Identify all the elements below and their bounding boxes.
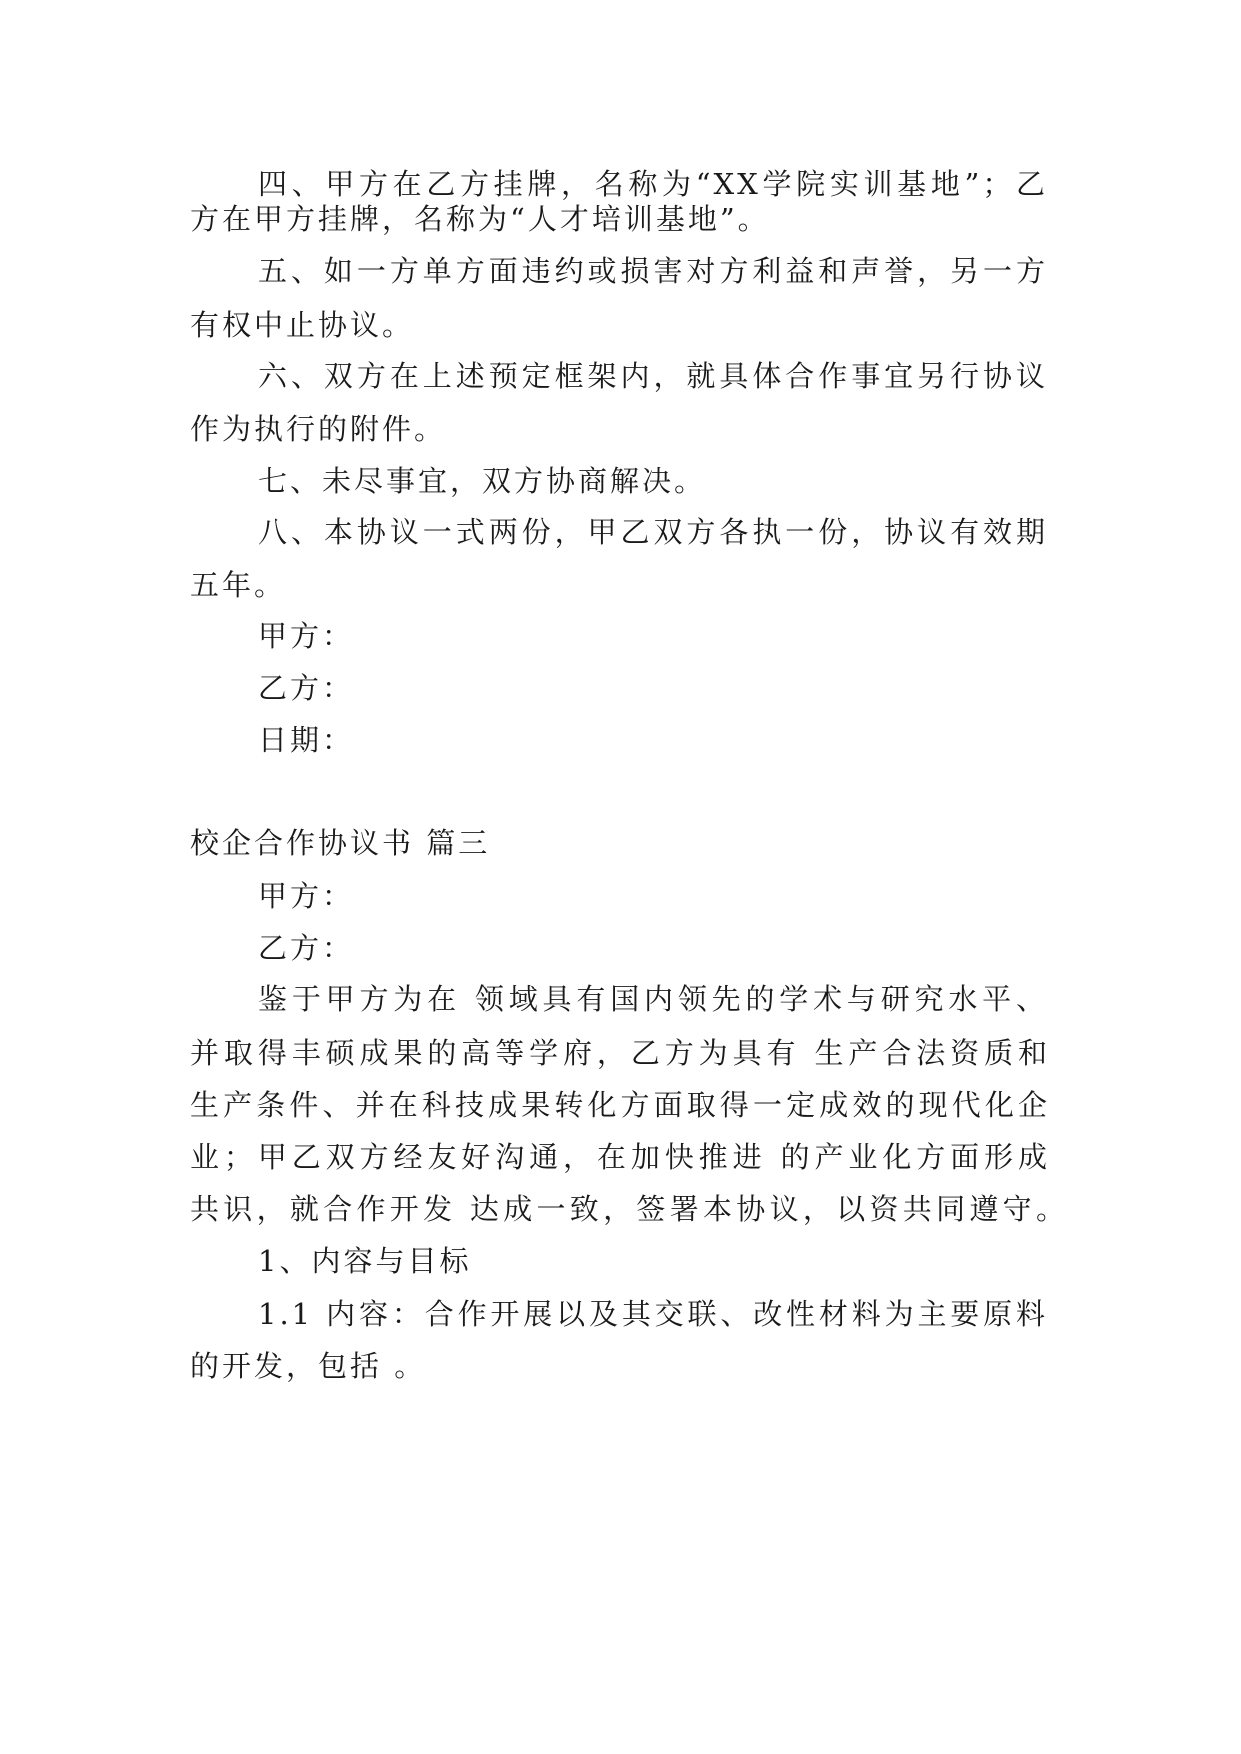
paragraph-line: 业；甲乙双方经友好沟通，在加快推进 的产业化方面形成	[190, 1140, 1050, 1174]
paragraph-line: 方在甲方挂牌，名称为“人才培训基地”。	[190, 202, 770, 236]
section-title: 校企合作协议书 篇三	[190, 826, 491, 860]
paragraph-line: 五年。	[190, 568, 287, 602]
paragraph-line: 有权中止协议。	[190, 308, 415, 342]
paragraph-line: 五、如一方单方面违约或损害对方利益和声誉，另一方	[258, 254, 1048, 288]
party-a-line: 甲方：	[258, 879, 355, 913]
paragraph-line: 1.1 内容：合作开展以及其交联、改性材料为主要原料	[258, 1297, 1048, 1331]
paragraph-line: 七、未尽事宜，双方协商解决。	[258, 464, 707, 498]
signature-date: 日期：	[258, 723, 355, 757]
paragraph-line: 生产条件、并在科技成果转化方面取得一定成效的现代化企	[190, 1088, 1050, 1122]
paragraph-line: 共识，就合作开发 达成一致，签署本协议，以资共同遵守。	[190, 1192, 1068, 1226]
paragraph-line: 四、甲方在乙方挂牌，名称为“XX学院实训基地”；乙	[258, 167, 1048, 201]
section-heading: 1、内容与目标	[258, 1244, 472, 1278]
signature-party-b: 乙方：	[258, 671, 355, 705]
paragraph-line: 作为执行的附件。	[190, 412, 447, 446]
paragraph-line: 八、本协议一式两份，甲乙双方各执一份，协议有效期	[258, 515, 1048, 549]
signature-party-a: 甲方：	[258, 619, 355, 653]
paragraph-line: 六、双方在上述预定框架内，就具体合作事宜另行协议	[258, 359, 1048, 393]
paragraph-line: 的开发，包括 。	[190, 1349, 427, 1383]
paragraph-line: 并取得丰硕成果的高等学府，乙方为具有 生产合法资质和	[190, 1036, 1050, 1070]
paragraph-line: 鉴于甲方为在 领域具有国内领先的学术与研究水平、	[258, 982, 1048, 1016]
party-b-line: 乙方：	[258, 931, 355, 965]
